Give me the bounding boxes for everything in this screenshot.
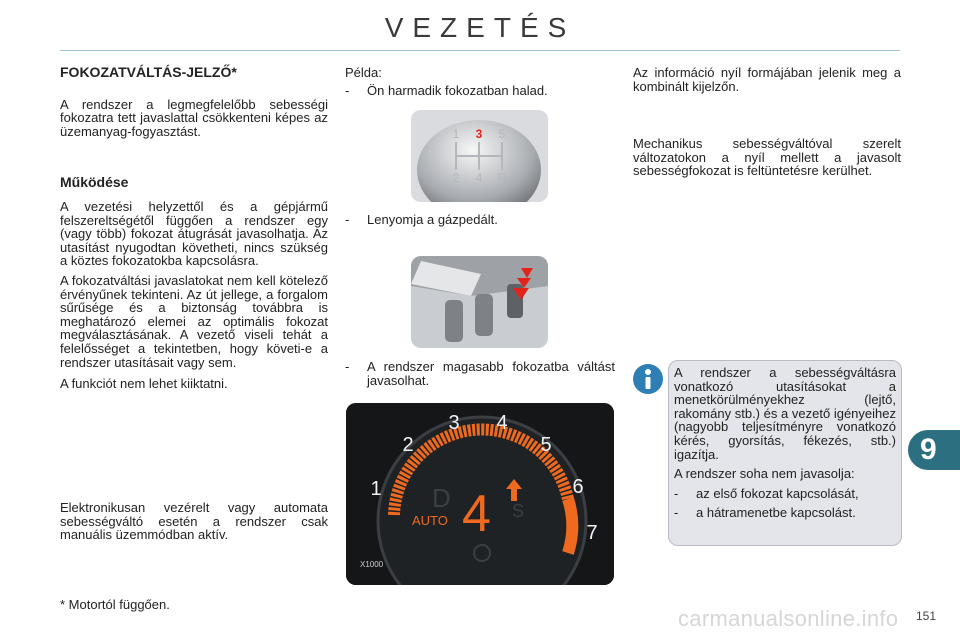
rpm-multiplier: X1000 <box>360 560 384 569</box>
tacho-number: 7 <box>586 522 598 544</box>
info-paragraph-2: A rendszer soha nem javasolja: <box>674 466 855 482</box>
section-heading: FOKOZATVÁLTÁS-JELZŐ* <box>60 64 237 80</box>
step-3 <box>345 360 615 387</box>
page-title: VEZETÉS <box>384 12 576 43</box>
dash-marker: - <box>345 212 350 227</box>
tacho-number: 5 <box>540 434 552 456</box>
page-number: 151 <box>916 609 937 623</box>
intro-paragraph: A rendszer a legmegfelelőbb sebességi fokozatra tett javaslattal csökkenteni képes az üzemanyag-fogyasztást. <box>60 96 328 139</box>
gear-indicator: 4 <box>462 485 491 543</box>
paragraph-2: A fokozatváltási javaslatokat nem kell kötelező érvényűnek tekinteni. Az út jellege, a forgalom sűrűsége és a biztonság továbbra is meghatározó elemei az optimális fokozat megválasztásának. A vezető viseli tehát a felelősséget a tekintetben, hogy követi-e a rendszer utasításait vagy sem. <box>60 272 328 370</box>
gear-label: 5 <box>498 127 506 141</box>
tachometer-illustration <box>346 403 614 585</box>
watermark: carmanualsonline.info <box>678 606 899 631</box>
right-paragraph-2: Mechanikus sebességváltóval szerelt változatokon a nyíl mellett a javasolt sebességfokozat is feltüntetésre kerülhet. <box>633 136 901 179</box>
step-1 <box>345 84 615 98</box>
pedal-illustration <box>411 256 548 348</box>
pedal-icon <box>411 256 548 348</box>
gear-label: 1 <box>452 127 460 141</box>
chapter-number: 9 <box>920 433 937 466</box>
paragraph-3: A funkciót nem lehet kiiktatni. <box>60 376 228 392</box>
gear-knob-illustration <box>411 110 548 202</box>
dash-marker: - <box>674 505 679 521</box>
info-paragraph-1: A rendszer a sebességváltásra vonatkozó utasításokat a menetkörülményekhez (lejtő, rakomány stb.) és a vezető igényeihez (nagyobb teljesítményre vonatkozó kérés, gyorsítás, fékezés, stb.) igazítja. <box>674 365 896 462</box>
step-1-text: Ön harmadik fokozatban halad. <box>367 82 548 98</box>
info-icon <box>633 364 663 394</box>
sport-suffix: S <box>512 501 525 521</box>
tacho-number: 4 <box>496 412 508 434</box>
mode-label: AUTO <box>412 513 448 528</box>
dash-marker: - <box>345 359 350 374</box>
info-list-item <box>674 506 896 520</box>
paragraph-1: A vezetési helyzettől és a gépjármű felszereltségétől függően a rendszer egy (vagy több) fokozat átugrását javasolhatja. Az utasítást nyugodtan követheti, nincs szükség a köztes fokozatokba kapcsolásra. <box>60 198 328 269</box>
paragraph-4: Elektronikusan vezérelt vagy automata sebességváltó esetén a rendszer csak manuális üzemmódban aktív. <box>60 500 328 543</box>
column-right <box>633 66 901 178</box>
gear-label: R <box>497 171 507 185</box>
gear-knob-icon <box>411 110 548 202</box>
dash-marker: - <box>345 82 350 98</box>
tacho-number: 6 <box>572 476 584 498</box>
tacho-number: 1 <box>370 478 382 500</box>
tacho-number: 2 <box>402 434 414 456</box>
right-paragraph-1: Az információ nyíl formájában jelenik meg a kombinált kijelzőn. <box>633 65 901 94</box>
gear-label: 4 <box>475 171 483 185</box>
gear-label: 2 <box>452 171 460 185</box>
tachometer-display <box>346 403 614 585</box>
info-text <box>674 366 896 520</box>
step-2-text: Lenyomja a gázpedált. <box>367 212 498 227</box>
column-left <box>60 66 328 391</box>
step-3-text: A rendszer magasabb fokozatba váltást javasolhat. <box>367 359 615 388</box>
dash-marker: - <box>674 485 679 501</box>
mode-letter: D <box>432 483 451 513</box>
tacho-number: 3 <box>448 412 460 434</box>
gear-label-active: 3 <box>475 127 483 141</box>
footnote: * Motortól függően. <box>60 597 170 612</box>
info-list-item-text: a hátramenetbe kapcsolást. <box>696 505 856 521</box>
example-label: Példa: <box>345 65 382 80</box>
info-list-item-text: az első fokozat kapcsolását, <box>696 485 859 501</box>
step-2 <box>345 213 615 227</box>
subheading-mukodese: Működése <box>60 174 129 191</box>
column-middle <box>345 66 615 97</box>
info-list-item <box>674 487 896 501</box>
title-divider <box>60 50 900 51</box>
